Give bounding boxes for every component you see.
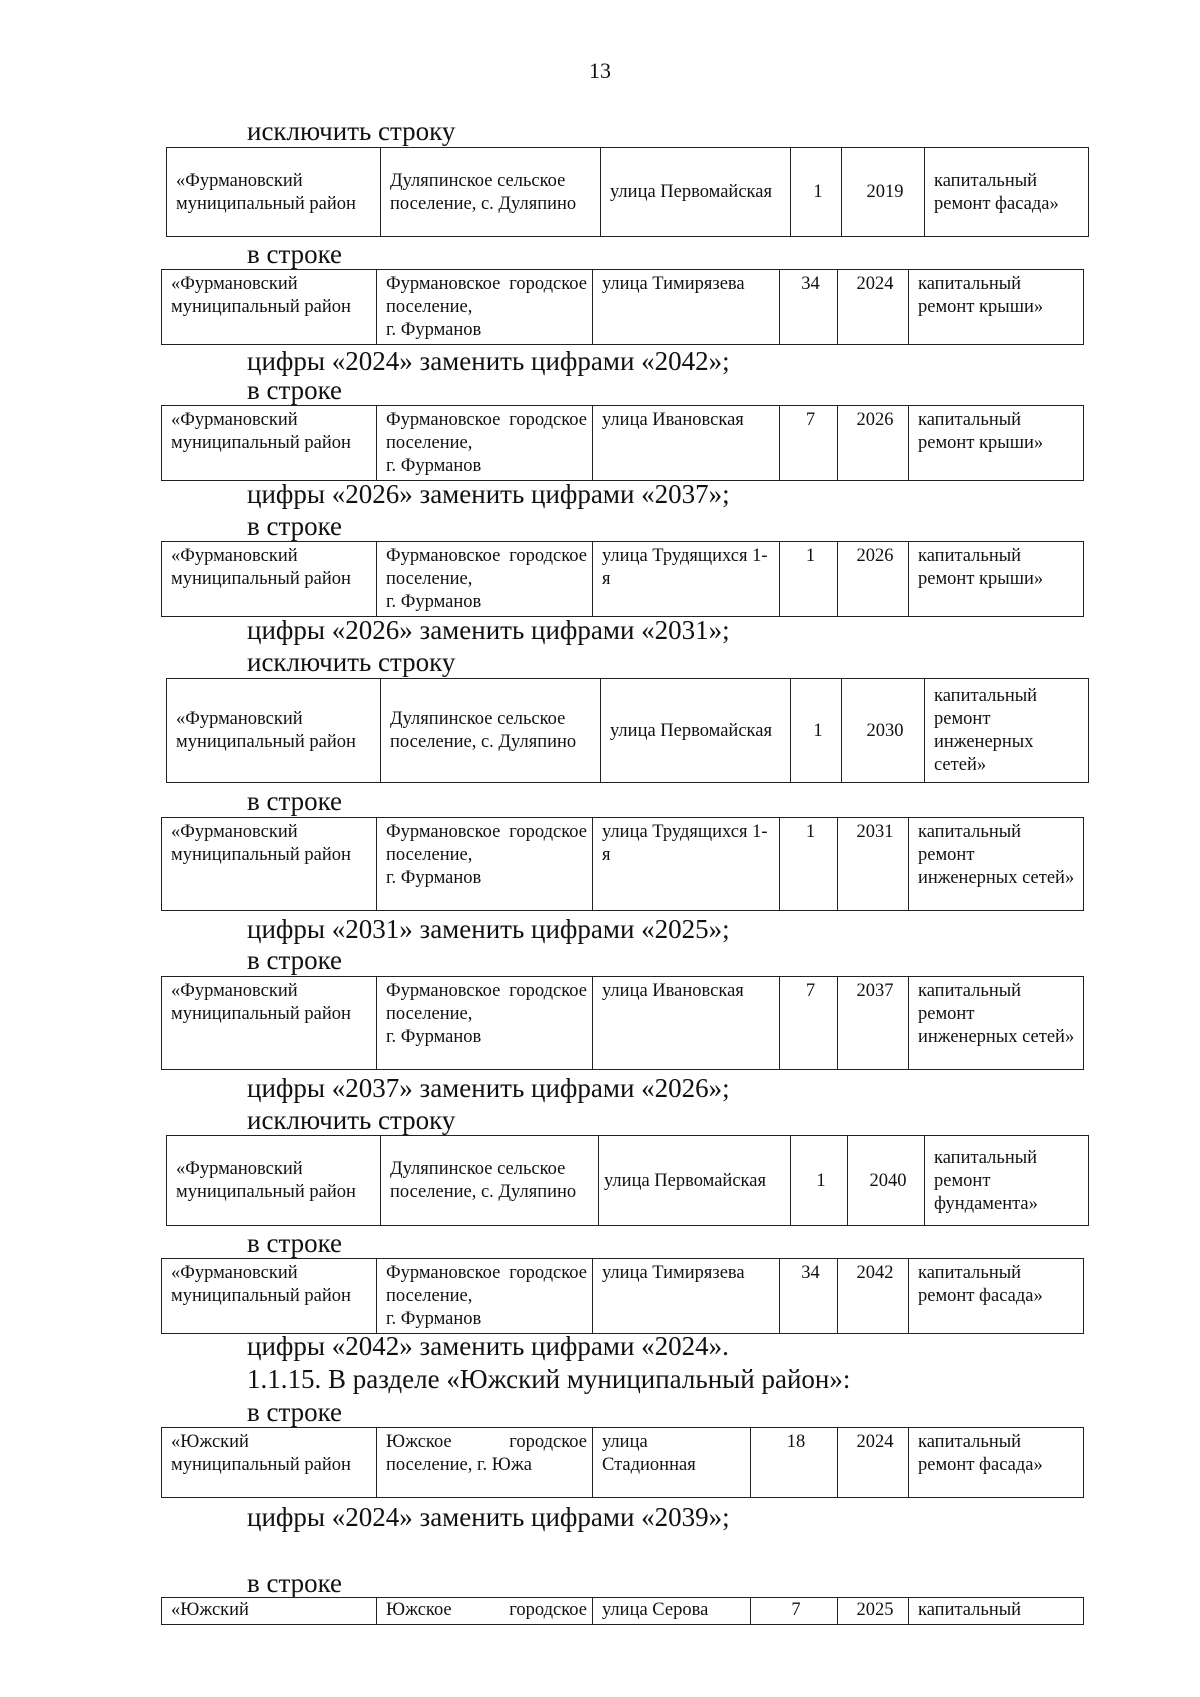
instruction-exclude-row: исключить строку xyxy=(247,116,456,146)
cell-street: улица Первомайская xyxy=(601,679,791,783)
cell-year: 2019 xyxy=(842,148,925,237)
cell-district: «Фурмановский муниципальный район xyxy=(162,977,377,1070)
cell-year: 2025 xyxy=(838,1598,909,1625)
cell-work-type: капитальный xyxy=(909,1598,1084,1625)
cell-street: улица Первомайская xyxy=(599,1136,791,1226)
cell-street: улица Стадионная xyxy=(593,1428,751,1498)
cell-house: 1 xyxy=(780,818,838,911)
page-number: 13 xyxy=(589,58,611,83)
instruction-in-row: в строке xyxy=(247,1397,343,1427)
instruction-in-row: в строке xyxy=(247,375,343,405)
instruction-replace: цифры «2037» заменить цифрами «2026»; xyxy=(247,1073,730,1103)
cell-work-type: капитальный ремонт инженерных сетей» xyxy=(909,818,1084,911)
cell-settlement xyxy=(377,1259,593,1334)
settlement-city: г. Фурманов xyxy=(386,592,482,612)
cell-house: 7 xyxy=(780,406,838,481)
instruction-in-row: в строке xyxy=(247,945,343,975)
cell-house: 34 xyxy=(780,270,838,345)
cell-street: улица Ивановская xyxy=(593,977,780,1070)
cell-work-type: капитальный ремонт фундамента» xyxy=(925,1136,1089,1226)
instruction-replace: цифры «2042» заменить цифрами «2024». xyxy=(247,1331,729,1361)
cell-house: 1 xyxy=(791,679,842,783)
cell-year: 2030 xyxy=(842,679,925,783)
cell-settlement xyxy=(377,977,593,1070)
cell-district: «Фурмановский муниципальный район xyxy=(162,270,377,345)
settlement-city: г. Фурманов xyxy=(386,1027,482,1047)
settlement-line: Фурмановское городское поселение, xyxy=(386,546,587,589)
settlement-city: г. Фурманов xyxy=(386,868,482,888)
table-row-5 xyxy=(166,678,1089,783)
cell-work-type: капитальный ремонт фасада» xyxy=(925,148,1089,237)
cell-street: улица Тимирязева xyxy=(593,270,780,345)
cell-settlement: Дуляпинское сельское поселение, с. Дуляпино xyxy=(381,1136,599,1226)
cell-year: 2024 xyxy=(838,1428,909,1498)
cell-house: 1 xyxy=(780,542,838,617)
instruction-in-row: в строке xyxy=(247,239,343,269)
cell-district: «Фурмановский муниципальный район xyxy=(167,1136,381,1226)
settlement-city: г. Фурманов xyxy=(386,1309,482,1329)
cell-district: «Фурмановский муниципальный район xyxy=(162,818,377,911)
cell-house: 1 xyxy=(791,148,842,237)
cell-work-type: капитальный ремонт крыши» xyxy=(909,270,1084,345)
settlement-line: Фурмановское городское поселение, xyxy=(386,822,587,865)
section-heading: 1.1.15. В разделе «Южский муниципальный район»: xyxy=(247,1364,851,1394)
cell-work-type: капитальный ремонт крыши» xyxy=(909,406,1084,481)
cell-house: 1 xyxy=(791,1136,848,1226)
cell-house: 18 xyxy=(751,1428,838,1498)
cell-street: улица Трудящихся 1-я xyxy=(593,542,780,617)
instruction-replace: цифры «2024» заменить цифрами «2042»; xyxy=(247,346,730,376)
cell-district: «Фурмановский муниципальный район xyxy=(162,1259,377,1334)
instruction-replace: цифры «2026» заменить цифрами «2037»; xyxy=(247,479,730,509)
instruction-in-row: в строке xyxy=(247,1568,343,1598)
cell-settlement: Южское городское xyxy=(377,1598,593,1625)
cell-year: 2026 xyxy=(838,406,909,481)
cell-work-type: капитальный ремонт фасада» xyxy=(909,1428,1084,1498)
cell-street: улица Ивановская xyxy=(593,406,780,481)
cell-district: «Фурмановский муниципальный район xyxy=(167,679,381,783)
cell-house: 7 xyxy=(751,1598,838,1625)
table-row-11 xyxy=(161,1597,1084,1625)
settlement-city: г. Фурманов xyxy=(386,456,482,476)
instruction-replace: цифры «2024» заменить цифрами «2039»; xyxy=(247,1502,730,1532)
instruction-in-row: в строке xyxy=(247,1228,343,1258)
cell-street: улица Тимирязева xyxy=(593,1259,780,1334)
settlement-line: Фурмановское городское поселение, xyxy=(386,274,587,317)
cell-settlement: Дуляпинское сельское поселение, с. Дуляпино xyxy=(381,679,601,783)
instruction-exclude-row: исключить строку xyxy=(247,1105,456,1135)
cell-street: улица Трудящихся 1-я xyxy=(593,818,780,911)
cell-settlement xyxy=(377,406,593,481)
cell-settlement: Южское городское поселение, г. Южа xyxy=(377,1428,593,1498)
table-row-10 xyxy=(161,1427,1084,1498)
cell-year: 2040 xyxy=(848,1136,925,1226)
cell-work-type: капитальный ремонт инженерных сетей» xyxy=(909,977,1084,1070)
cell-year: 2024 xyxy=(838,270,909,345)
cell-year: 2037 xyxy=(838,977,909,1070)
cell-street: улица Первомайская xyxy=(601,148,791,237)
instruction-replace: цифры «2026» заменить цифрами «2031»; xyxy=(247,615,730,645)
table-row-4 xyxy=(161,541,1084,617)
cell-settlement xyxy=(377,270,593,345)
cell-year: 2026 xyxy=(838,542,909,617)
cell-district: «Фурмановский муниципальный район xyxy=(162,406,377,481)
instruction-in-row: в строке xyxy=(247,511,343,541)
settlement-line: Фурмановское городское поселение, xyxy=(386,1263,587,1306)
cell-year: 2042 xyxy=(838,1259,909,1334)
instruction-replace: цифры «2031» заменить цифрами «2025»; xyxy=(247,914,730,944)
cell-district: «Фурмановский муниципальный район xyxy=(162,542,377,617)
settlement-line: Фурмановское городское поселение, xyxy=(386,981,587,1024)
cell-settlement xyxy=(377,542,593,617)
cell-house: 7 xyxy=(780,977,838,1070)
cell-year: 2031 xyxy=(838,818,909,911)
cell-work-type: капитальный ремонт фасада» xyxy=(909,1259,1084,1334)
settlement-city: г. Фурманов xyxy=(386,320,482,340)
cell-settlement xyxy=(377,818,593,911)
cell-work-type: капитальный ремонт крыши» xyxy=(909,542,1084,617)
cell-settlement: Дуляпинское сельское поселение, с. Дуляпино xyxy=(381,148,601,237)
instruction-exclude-row: исключить строку xyxy=(247,647,456,677)
cell-house: 34 xyxy=(780,1259,838,1334)
cell-district: «Южский муниципальный район xyxy=(162,1428,377,1498)
table-row-9 xyxy=(161,1258,1084,1334)
cell-district: «Фурмановский муниципальный район xyxy=(167,148,381,237)
cell-street: улица Серова xyxy=(593,1598,751,1625)
table-row-2 xyxy=(161,269,1084,345)
settlement-line: Фурмановское городское поселение, xyxy=(386,410,587,453)
table-row-6 xyxy=(161,817,1084,911)
table-row-3 xyxy=(161,405,1084,481)
cell-work-type: капитальный ремонт инженерных сетей» xyxy=(925,679,1089,783)
table-row-1 xyxy=(166,147,1089,237)
table-row-8 xyxy=(166,1135,1089,1226)
cell-district: «Южский xyxy=(162,1598,377,1625)
instruction-in-row: в строке xyxy=(247,786,343,816)
table-row-7 xyxy=(161,976,1084,1070)
